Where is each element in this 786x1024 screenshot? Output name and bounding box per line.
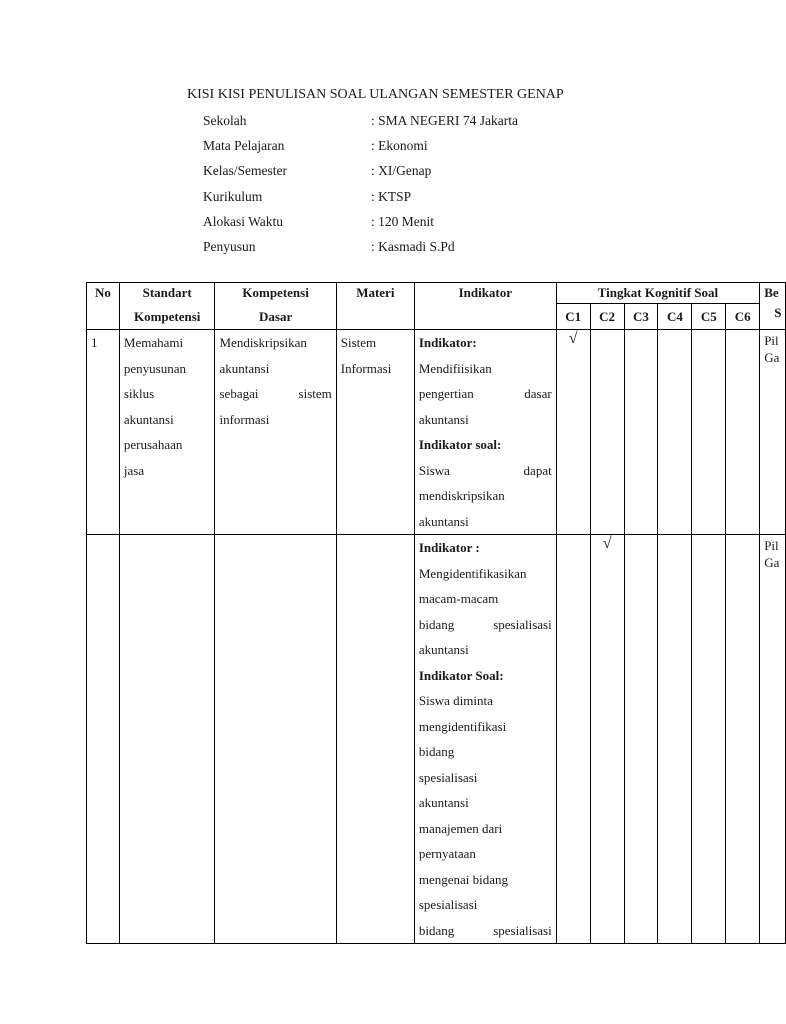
- cell-line: Ga: [764, 555, 780, 570]
- header-c2: C2: [590, 304, 624, 330]
- info-value: : Kasmadi S.Pd: [371, 239, 455, 254]
- cell-line: mengidentifikasi: [418, 718, 507, 734]
- cell-line: Memahami: [123, 335, 184, 350]
- cell-line: pengertian dasar: [418, 386, 552, 401]
- header-c4: C4: [658, 304, 692, 330]
- info-row-mata-pelajaran: [203, 138, 428, 154]
- cell-line: Mendiskripsikan: [219, 335, 307, 350]
- cell-c2: [590, 330, 624, 535]
- info-value: : XI/Genap: [371, 163, 432, 178]
- header-c1: C1: [556, 304, 590, 330]
- cell-c2-check: √: [590, 535, 624, 944]
- cell-c3: [624, 330, 658, 535]
- cell-line: akuntansi: [418, 795, 469, 810]
- cell-c6: [726, 535, 760, 944]
- header-c6: C6: [726, 304, 760, 330]
- cell-line: pernyataan: [418, 846, 476, 861]
- header-text: Be: [764, 285, 779, 300]
- cell-kompetensi-dasar: [215, 535, 336, 944]
- cell-materi: [336, 330, 414, 535]
- header-c3: C3: [624, 304, 658, 330]
- cell-line: sebagai sistem: [219, 386, 332, 401]
- cell-line: Siswa dapat: [418, 462, 552, 478]
- info-row-kelas-semester: [203, 163, 432, 179]
- cell-line: akuntansi: [418, 642, 469, 657]
- cell-indikator: [414, 535, 556, 944]
- cell-line: Pil: [764, 333, 779, 348]
- cell-materi: [336, 535, 414, 944]
- kisi-kisi-table: [86, 282, 786, 944]
- cell-c5: [692, 330, 726, 535]
- cell-line: Siswa diminta: [418, 693, 493, 708]
- info-label: Penyusun: [203, 239, 256, 254]
- cell-line: informasi: [219, 411, 270, 427]
- cell-bentuk-soal: [760, 535, 786, 944]
- indikator-label: Indikator:: [418, 335, 477, 350]
- header-materi: Materi: [336, 283, 414, 330]
- info-label: Kelas/Semester: [203, 163, 287, 178]
- cell-c3: [624, 535, 658, 944]
- header-no: No: [87, 283, 120, 330]
- cell-c6: [726, 330, 760, 535]
- document-title: KISI KISI PENULISAN SOAL ULANGAN SEMESTER GENAP: [187, 87, 564, 102]
- cell-line: akuntansi: [219, 360, 270, 376]
- cell-line: spesialisasi: [418, 769, 478, 785]
- info-label: Mata Pelajaran: [203, 138, 285, 153]
- header-text: Kompetensi: [242, 285, 309, 300]
- info-row-kurikulum: [203, 189, 412, 205]
- header-text: Kompetensi: [133, 309, 201, 324]
- info-value: : 120 Menit: [371, 214, 434, 229]
- cell-no: 1: [87, 330, 120, 535]
- cell-line: perusahaan: [123, 437, 183, 452]
- info-label: Alokasi Waktu: [203, 214, 284, 229]
- cell-line: macam-macam: [418, 591, 499, 606]
- cell-bentuk-soal: [760, 330, 786, 535]
- info-value: : SMA NEGERI 74 Jakarta: [371, 113, 518, 128]
- cell-standart-kompetensi: [119, 330, 215, 535]
- indikator-soal-label: Indikator soal:: [418, 437, 502, 452]
- header-indikator: Indikator: [414, 283, 556, 330]
- cell-line: penyusunan: [123, 360, 186, 376]
- cell-c1-check: √: [556, 330, 590, 535]
- header-c5: C5: [692, 304, 726, 330]
- cell-line: Pil: [764, 538, 779, 553]
- cell-no: [87, 535, 120, 944]
- cell-indikator: [414, 330, 556, 535]
- cell-kompetensi-dasar: [215, 330, 336, 535]
- cell-line: akuntansi: [123, 411, 174, 427]
- cell-line: akuntansi: [418, 411, 469, 427]
- header-bentuk-soal: [760, 283, 786, 330]
- header-text: S: [774, 305, 782, 320]
- cell-line: bidang spesialisasi: [418, 922, 552, 938]
- cell-line: akuntansi: [418, 513, 469, 529]
- cell-line: Mengidentifikasikan: [418, 565, 527, 581]
- indikator-soal-label: Indikator Soal:: [418, 667, 504, 683]
- cell-line: manajemen dari: [418, 820, 503, 836]
- cell-line: Informasi: [340, 360, 392, 376]
- cell-standart-kompetensi: [119, 535, 215, 944]
- cell-line: mengenai bidang: [418, 871, 509, 887]
- cell-line: bidang: [418, 744, 455, 759]
- cell-c1: [556, 535, 590, 944]
- cell-line: bidang spesialisasi: [418, 616, 552, 632]
- cell-line: mendiskripsikan: [418, 488, 505, 503]
- info-value: : Ekonomi: [371, 138, 428, 153]
- header-text: Standart: [142, 285, 192, 300]
- header-tingkat-kognitif: Tingkat Kognitif Soal: [556, 283, 759, 304]
- info-row-sekolah: [203, 113, 518, 129]
- table-row: [87, 535, 786, 944]
- cell-c5: [692, 535, 726, 944]
- table-row: [87, 330, 786, 535]
- info-label: Sekolah: [203, 113, 247, 128]
- cell-line: jasa: [123, 462, 145, 478]
- info-label: Kurikulum: [203, 189, 263, 204]
- header-standart-kompetensi: [119, 283, 215, 330]
- cell-line: spesialisasi: [418, 897, 478, 912]
- info-row-penyusun: [203, 239, 455, 255]
- cell-c4: [658, 535, 692, 944]
- indikator-label: Indikator :: [418, 540, 480, 555]
- cell-line: Ga: [764, 350, 780, 365]
- cell-line: Sistem: [340, 335, 377, 350]
- cell-c4: [658, 330, 692, 535]
- header-kompetensi-dasar: [215, 283, 336, 330]
- info-row-alokasi-waktu: [203, 214, 434, 230]
- cell-line: Mendifiisikan: [418, 360, 492, 376]
- cell-line: siklus: [123, 386, 155, 401]
- info-value: : KTSP: [371, 189, 412, 204]
- header-text: Dasar: [259, 309, 293, 324]
